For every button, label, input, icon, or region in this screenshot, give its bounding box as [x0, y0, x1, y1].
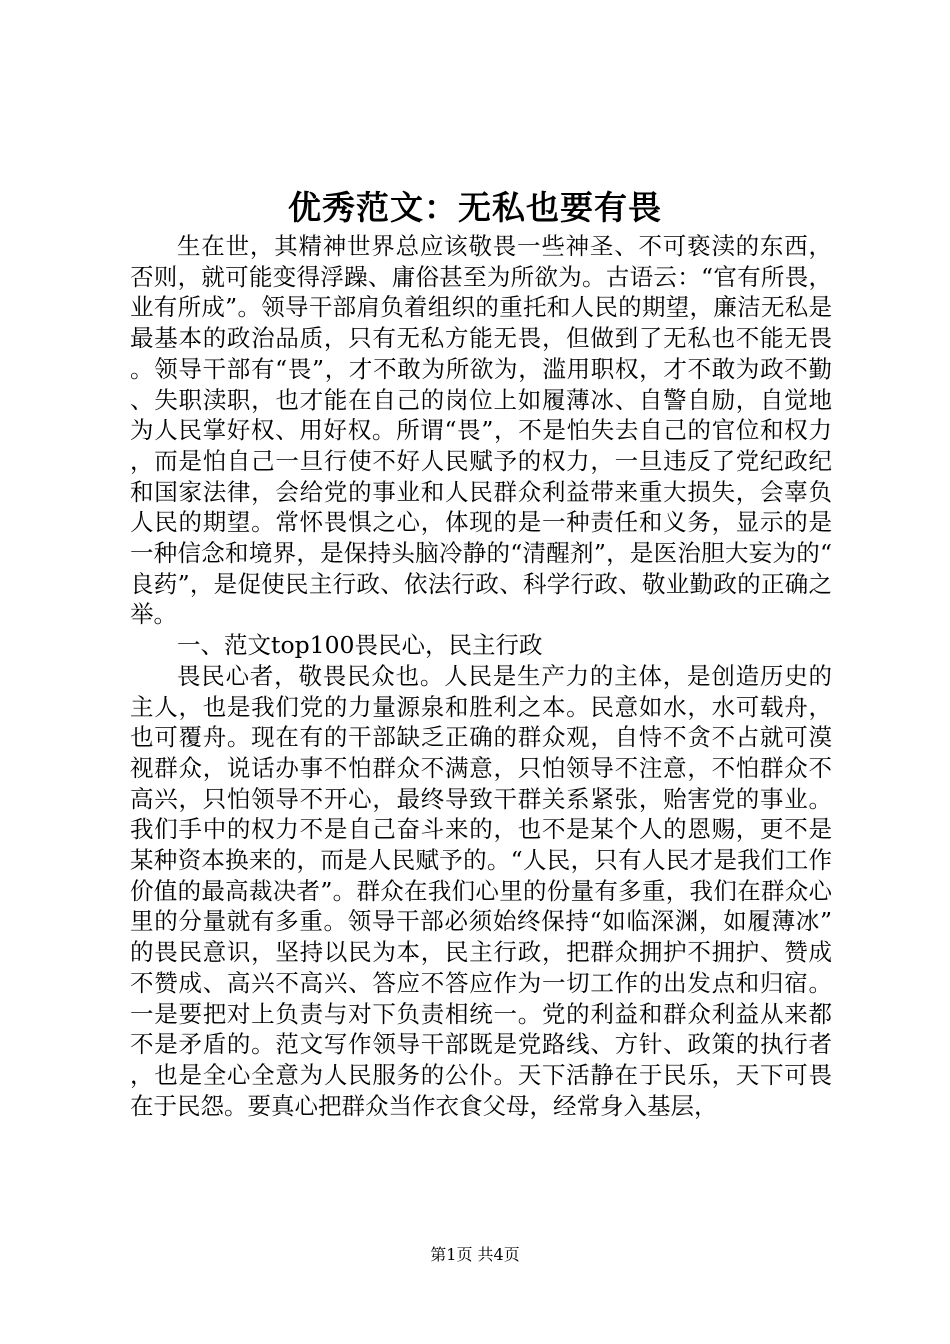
- document-body: [130, 231, 832, 1121]
- document-title: 优秀范文：无私也要有畏: [288, 188, 662, 227]
- page-footer: 第1页 共4页: [430, 1245, 520, 1264]
- section-heading: 一、范文top100畏民心，民主行政: [177, 631, 543, 660]
- paragraph-intro: 生在世，其精神世界总应该敬畏一些神圣、不可亵渎的东西，否则，就可能变得浮躁、庸俗甚至为所欲为。古语云：“官有所畏，业有所成”。领导干部肩负着组织的重托和人民的期望，廉洁无私是最基本的政治品质，只有无私方能无畏，但做到了无私也不能无畏。领导干部有“畏”，才不敢为所欲为，滥用职权，才不敢为政不勤、失职渎职，也才能在自己的岗位上如履薄冰、自警自励，自觉地为人民掌好权、用好权。所谓“畏”，不是怕失去自己的官位和权力，而是怕自己一旦行使不好人民赋予的权力，一旦违反了党纪政纪和国家法律，会给党的事业和人民群众利益带来重大损失，会辜负人民的期望。常怀畏惧之心，体现的是一种责任和义务，显示的是一种信念和境界，是保持头脑冷静的“清醒剂”，是医治胆大妄为的“良药”，是促使民主行政、依法行政、科学行政、敬业勤政的正确之举。: [130, 232, 832, 629]
- paragraph-section-one: 畏民心者，敬畏民众也。人民是生产力的主体，是创造历史的主人，也是我们党的力量源泉和胜利之本。民意如水，水可载舟，也可覆舟。现在有的干部缺乏正确的群众观，自恃不贪不占就可漠视群众，说话办事不怕群众不满意，只怕领导不注意，不怕群众不高兴，只怕领导不开心，最终导致干群关系紧张，贻害党的事业。我们手中的权力不是自己奋斗来的，也不是某个人的恩赐，更不是某种资本换来的，而是人民赋予的。“人民，只有人民才是我们工作价值的最高裁决者”。群众在我们心里的份量有多重，我们在群众心里的分量就有多重。领导干部必须始终保持“如临深渊，如履薄冰”的畏民意识，坚持以民为本，民主行政，把群众拥护不拥护、赞成不赞成、高兴不高兴、答应不答应作为一切工作的出发点和归宿。一是要把对上负责与对下负责相统一。党的利益和群众利益从来都不是矛盾的。范文写作领导干部既是党路线、方针、政策的执行者，也是全心全意为人民服务的公仆。天下活静在于民乐，天下可畏在于民怨。要真心把群众当作衣食父母，经常身入基层，: [130, 661, 832, 1120]
